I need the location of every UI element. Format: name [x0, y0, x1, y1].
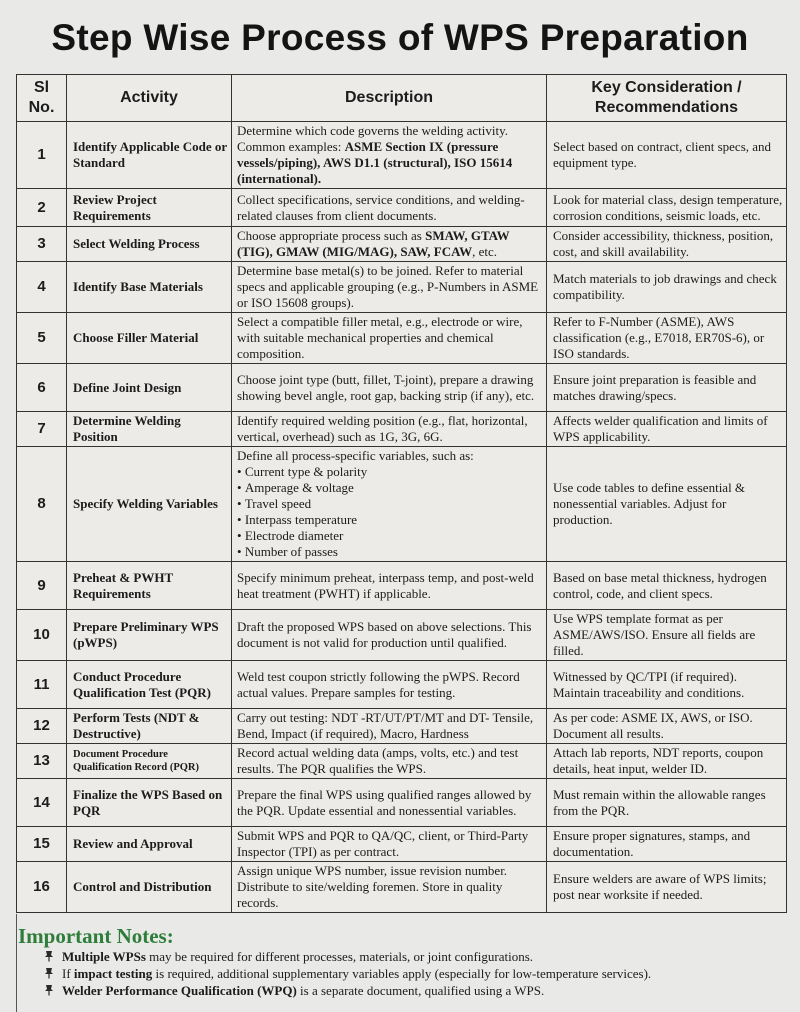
row-activity: Determine Welding Position — [67, 412, 232, 447]
row-sl-no: 15 — [17, 827, 67, 862]
description-text: Carry out testing: NDT -RT/UT/PT/MT and DT- Tensile, Bend, Impact (if required), Macro, Hardness — [237, 710, 534, 741]
table-row — [17, 862, 787, 913]
row-sl-no: 8 — [17, 447, 67, 562]
note-text — [40, 966, 651, 981]
row-key-consideration: Affects welder qualification and limits of WPS applicability. — [547, 412, 787, 447]
row-key-consideration: As per code: ASME IX, AWS, or ISO. Document all results. — [547, 709, 787, 744]
table-header-row — [17, 75, 787, 122]
row-description — [232, 862, 547, 913]
note-text — [40, 983, 544, 998]
description-text: ASME Section IX (pressure vessels/piping), AWS D1.1 (structural), ISO 15614 (international). — [237, 139, 513, 186]
description-text: Submit WPS and PQR to QA/QC, client, or Third-Party Inspector (TPI) as per contract. — [237, 828, 529, 859]
table-row — [17, 227, 787, 262]
row-description — [232, 227, 547, 262]
important-notes — [16, 924, 786, 999]
table-row — [17, 779, 787, 827]
page-title: Step Wise Process of WPS Preparation — [51, 17, 749, 58]
row-description — [232, 412, 547, 447]
table-row — [17, 610, 787, 661]
description-text: Determine which code governs the welding activity. Common examples: — [237, 123, 508, 154]
row-key-consideration: Witnessed by QC/TPI (if required). Maintain traceability and conditions. — [547, 661, 787, 709]
note-text-segment: is required, additional supplementary variables apply (especially for low-temperature services). — [152, 966, 652, 981]
header-description: Description — [232, 75, 547, 122]
row-sl-no: 3 — [17, 227, 67, 262]
description-text: Weld test coupon strictly following the pWPS. Record actual values. Prepare samples for testing. — [237, 668, 520, 700]
row-sl-no: 5 — [17, 313, 67, 364]
row-key-consideration: Consider accessibility, thickness, position, cost, and skill availability. — [547, 227, 787, 262]
description-text: Choose appropriate process such as — [237, 228, 426, 243]
table-row — [17, 661, 787, 709]
row-key-consideration: Based on base metal thickness, hydrogen control, code, and client specs. — [547, 562, 787, 610]
row-description — [232, 189, 547, 227]
row-description — [232, 709, 547, 744]
row-activity: Review and Approval — [67, 827, 232, 862]
row-description — [232, 661, 547, 709]
bullet-pin-icon — [44, 984, 54, 996]
row-key-consideration: Ensure proper signatures, stamps, and documentation. — [547, 827, 787, 862]
description-text: Select a compatible filler metal, e.g., electrode or wire, with suitable mechanical properties and chemical composition. — [237, 314, 523, 361]
description-text: SMAW, GTAW (TIG), GMAW (MIG/MAG), SAW, FCAW — [237, 228, 510, 259]
row-activity: Review Project Requirements — [67, 189, 232, 227]
row-description — [232, 262, 547, 313]
row-sl-no: 9 — [17, 562, 67, 610]
row-activity: Choose Filler Material — [67, 313, 232, 364]
variables-list — [237, 464, 543, 560]
table-row — [17, 189, 787, 227]
row-activity: Identify Base Materials — [67, 262, 232, 313]
row-sl-no: 12 — [17, 709, 67, 744]
description-text: Draft the proposed WPS based on above selections. This document is not valid for production until qualified. — [237, 619, 532, 650]
notes-list — [16, 948, 786, 999]
row-sl-no: 11 — [17, 661, 67, 709]
row-key-consideration: Use code tables to define essential & nonessential variables. Adjust for production. — [547, 447, 787, 562]
row-description — [232, 122, 547, 189]
table-row — [17, 122, 787, 189]
table-row — [17, 709, 787, 744]
row-description — [232, 364, 547, 412]
description-text: Prepare the final WPS using qualified ranges allowed by the PQR. Update essential and nonessential variables. — [237, 786, 532, 818]
row-key-consideration: Refer to F-Number (ASME), AWS classification (e.g., E7018, ER70S-6), or ISO standards. — [547, 313, 787, 364]
note-item — [16, 965, 786, 982]
row-sl-no: 10 — [17, 610, 67, 661]
notes-title: Important Notes: — [18, 924, 174, 948]
note-text-segment: Multiple WPSs — [62, 949, 146, 964]
row-key-consideration: Ensure welders are aware of WPS limits; post near worksite if needed. — [547, 862, 787, 913]
header-activity: Activity — [67, 75, 232, 122]
note-text-segment: may be required for different processes, materials, or joint configurations. — [145, 949, 534, 964]
bullet-pin-icon — [44, 950, 54, 962]
row-description — [232, 827, 547, 862]
table-body — [17, 122, 787, 913]
note-text-segment: Welder Performance Qualification (WPQ) — [62, 983, 297, 998]
row-activity: Select Welding Process — [67, 227, 232, 262]
description-text: Specify minimum preheat, interpass temp, and post-weld heat treatment (PWHT) if applicable. — [237, 569, 534, 601]
row-activity: Prepare Preliminary WPS (pWPS) — [67, 610, 232, 661]
row-activity: Control and Distribution — [67, 862, 232, 913]
row-activity: Conduct Procedure Qualification Test (PQR) — [67, 661, 232, 709]
note-text-segment: impact testing — [73, 966, 153, 981]
table-row — [17, 447, 787, 562]
row-description — [232, 744, 547, 779]
note-item — [16, 982, 786, 999]
row-key-consideration: Match materials to job drawings and check compatibility. — [547, 262, 787, 313]
table-row — [17, 262, 787, 313]
row-activity: Define Joint Design — [67, 364, 232, 412]
table-row — [17, 562, 787, 610]
description-text: Choose joint type (butt, fillet, T-joint), prepare a drawing showing bevel angle, root gap, backing strip (if any), etc. — [237, 371, 535, 403]
row-description — [232, 779, 547, 827]
description-text: Determine base metal(s) to be joined. Refer to material specs and applicable grouping (e.g., P-Numbers in ASME or ISO 15608 groups). — [237, 263, 539, 310]
note-text-segment: is a separate document, qualified using a WPS. — [296, 983, 545, 998]
row-key-consideration: Attach lab reports, NDT reports, coupon details, heat input, welder ID. — [547, 744, 787, 779]
note-text-segment: If — [62, 966, 74, 981]
row-sl-no: 7 — [17, 412, 67, 447]
list-item: • Travel speed — [237, 496, 543, 512]
description-text: Record actual welding data (amps, volts, etc.) and test results. The PQR qualifies the WPS. — [237, 745, 519, 776]
row-sl-no: 4 — [17, 262, 67, 313]
row-key-consideration: Must remain within the allowable ranges from the PQR. — [547, 779, 787, 827]
table-row — [17, 364, 787, 412]
row-activity: Perform Tests (NDT & Destructive) — [67, 709, 232, 744]
list-item: • Electrode diameter — [237, 528, 543, 544]
row-key-consideration: Select based on contract, client specs, and equipment type. — [547, 122, 787, 189]
row-sl-no: 14 — [17, 779, 67, 827]
table-row — [17, 313, 787, 364]
description-text: Identify required welding position (e.g., flat, horizontal, vertical, overhead) such as 1G, 3G, 6G. — [237, 413, 528, 444]
process-table — [16, 74, 787, 913]
list-item: • Interpass temperature — [237, 512, 543, 528]
description-text: , etc. — [472, 244, 497, 259]
row-activity: Preheat & PWHT Requirements — [67, 562, 232, 610]
table-row — [17, 827, 787, 862]
row-sl-no: 2 — [17, 189, 67, 227]
row-activity: Finalize the WPS Based on PQR — [67, 779, 232, 827]
list-item: • Amperage & voltage — [237, 480, 543, 496]
row-description — [232, 610, 547, 661]
list-item: • Number of passes — [237, 544, 543, 560]
note-item — [16, 948, 786, 965]
table-row — [17, 412, 787, 447]
row-key-consideration: Use WPS template format as per ASME/AWS/ISO. Ensure all fields are filled. — [547, 610, 787, 661]
row-sl-no: 16 — [17, 862, 67, 913]
header-key-consideration: Key Consideration / Recommendations — [547, 75, 787, 122]
row-description — [232, 562, 547, 610]
description-text: Define all process-specific variables, such as: — [237, 448, 474, 463]
header-sl-no: Sl No. — [17, 75, 67, 122]
row-activity: Identify Applicable Code or Standard — [67, 122, 232, 189]
row-sl-no: 6 — [17, 364, 67, 412]
row-sl-no: 13 — [17, 744, 67, 779]
row-activity: Specify Welding Variables — [67, 447, 232, 562]
description-text: Collect specifications, service conditions, and welding-related clauses from client documents. — [237, 191, 525, 223]
row-activity: Document Procedure Qualification Record (PQR) — [67, 744, 232, 779]
note-text — [40, 949, 533, 964]
list-item: • Current type & polarity — [237, 464, 543, 480]
row-description — [232, 447, 547, 562]
row-key-consideration: Ensure joint preparation is feasible and matches drawing/specs. — [547, 364, 787, 412]
bullet-pin-icon — [44, 967, 54, 979]
row-sl-no: 1 — [17, 122, 67, 189]
table-row — [17, 744, 787, 779]
row-key-consideration: Look for material class, design temperature, corrosion conditions, seismic loads, etc. — [547, 189, 787, 227]
description-text: Assign unique WPS number, issue revision number. Distribute to site/welding foremen. Store in quality records. — [237, 863, 508, 910]
row-description — [232, 313, 547, 364]
